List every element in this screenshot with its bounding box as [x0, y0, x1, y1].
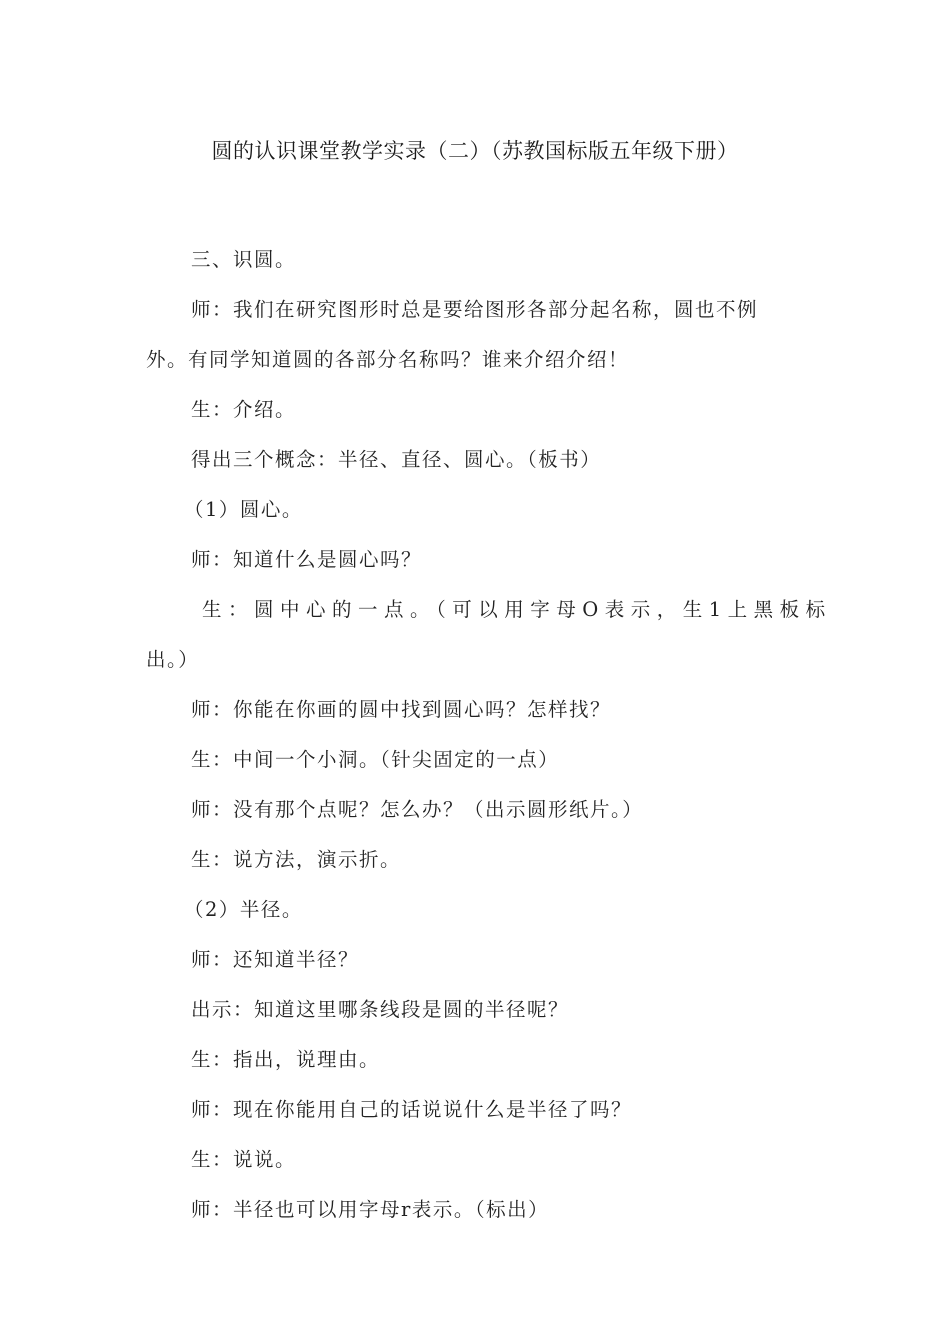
paragraph-line: 生：说方法，演示折。: [191, 848, 402, 871]
paragraph-line: 出。）: [146, 648, 200, 671]
paragraph-line: 外。有同学知道圆的各部分名称吗？谁来介绍介绍！: [146, 348, 630, 371]
paragraph-line: 师：没有那个点呢？怎么办？（出示圆形纸片。）: [191, 798, 644, 821]
paragraph-line: 生：圆中心的一点。（可以用字母O表示，生1上黑板标: [202, 598, 832, 621]
paragraph-line: 师：知道什么是圆心吗？: [191, 548, 423, 571]
paragraph-line: 师：你能在你画的圆中找到圆心吗？怎样找？: [191, 698, 612, 721]
document-body: [146, 235, 832, 1235]
paragraph-line: 出示：知道这里哪条线段是圆的半径呢？: [191, 998, 570, 1021]
paragraph-line: 生：指出，说理由。: [191, 1048, 381, 1071]
section-heading: 三、识圆。: [191, 248, 297, 271]
paragraph-line: 生：介绍。: [191, 398, 297, 421]
paragraph-line: 师：还知道半径？: [191, 948, 360, 971]
subsection-heading: （1）圆心。: [184, 498, 303, 521]
paragraph-line: 生：中间一个小洞。（针尖固定的一点）: [191, 748, 560, 771]
paragraph-line: 得出三个概念：半径、直径、圆心。（板书）: [191, 448, 602, 471]
paragraph-line: 生：说说。: [191, 1148, 297, 1171]
paragraph-line: 师：半径也可以用字母r表示。（标出）: [191, 1198, 550, 1221]
document-title: 圆的认识课堂教学实录（二）（苏教国标版五年级下册）: [211, 139, 739, 163]
paragraph-line: 师：现在你能用自己的话说说什么是半径了吗？: [191, 1098, 633, 1121]
paragraph-line: 师：我们在研究图形时总是要给图形各部分起名称，圆也不例: [191, 298, 759, 321]
subsection-heading: （2）半径。: [184, 898, 303, 921]
